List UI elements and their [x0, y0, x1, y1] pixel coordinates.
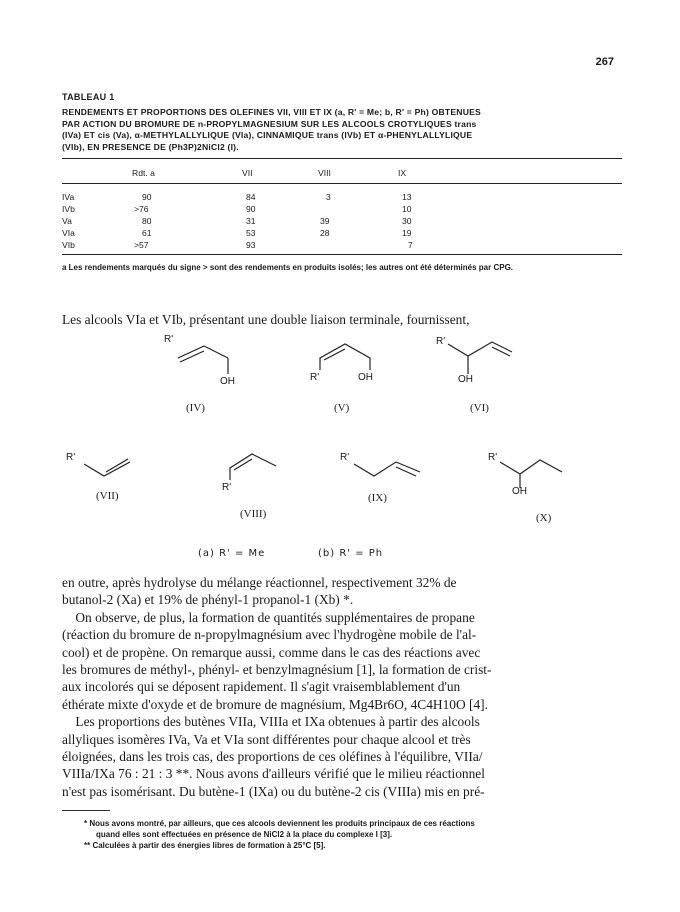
- row-rdt: 80: [142, 216, 152, 226]
- legend-a: (a) R' = Me: [198, 548, 266, 559]
- row-label: VIb: [62, 240, 75, 250]
- body-line: éloignées, dans les trois cas, des proportions de ces oléfines à l'équilibre, VIIa/: [62, 749, 483, 765]
- substituent-r-prime: R': [340, 452, 350, 463]
- structure-label: (VI): [470, 402, 489, 414]
- structure-vii-bonds: [84, 462, 130, 476]
- body-line: éthérate mixte d'oxyde et de bromure de magnésium, Mg4Br6O, 4C4H10O [4].: [62, 696, 488, 712]
- body-line: butanol-2 (Xa) et 19% de phényl-1 propanol-1 (Xb) *.: [62, 592, 354, 608]
- table-footnote: a Les rendements marqués du signe > sont des rendements en produits isolés; les autres ont été déterminés par CPG.: [62, 263, 514, 272]
- row-label: Va: [62, 216, 72, 226]
- row-label: IVa: [62, 192, 75, 202]
- footnote-1-cont: quand elles sont effectuées en présence de NiCl2 à la place du complexe I [3].: [96, 830, 393, 839]
- row-label: IVb: [62, 204, 75, 214]
- body-text: [62, 574, 622, 800]
- substituent-r-prime: R': [488, 452, 498, 463]
- page-number: 267: [595, 56, 614, 68]
- header-vii: VII: [242, 168, 253, 178]
- body-line: allyliques isomères IVa, Va et VIa sont différentes pour chaque alcool et très: [62, 731, 471, 747]
- row-rdt: >57: [134, 240, 149, 250]
- intro-line: Les alcools VIa et VIb, présentant une double liaison terminale, fournissent,: [62, 312, 470, 327]
- hydroxyl-group: OH: [458, 374, 473, 385]
- body-line: cool) et de propène. On remarque aussi, comme dans le cas des réactions avec: [62, 644, 481, 660]
- structure-vi-bonds: [448, 342, 512, 356]
- table-top-rule: [62, 158, 622, 159]
- hydroxyl-group: OH: [358, 372, 373, 383]
- row-vii: 31: [246, 216, 256, 226]
- substituent-r-prime: R': [222, 482, 232, 493]
- structure-diagram: [0, 330, 680, 560]
- caption-line: (IVa) ET cis (Va), α-METHYLALLYLIQUE (VIa), CINNAMIQUE trans (IVb) ET α-PHENYLALLYLIQUE: [62, 130, 473, 140]
- structure-label: (V): [334, 402, 350, 414]
- substituent-r-prime: R': [66, 452, 76, 463]
- caption-line: RENDEMENTS ET PROPORTIONS DES OLEFINES VII, VIII ET IX (a, R' = Me; b, R' = Ph) OBTENUES: [62, 107, 481, 117]
- table-header-rule: [62, 183, 622, 184]
- structure-label: (IV): [186, 402, 205, 414]
- header-ix: IX: [398, 168, 407, 178]
- row-rdt: 90: [142, 192, 152, 202]
- substituent-r-prime: R': [164, 334, 174, 345]
- structure-label: (VII): [96, 490, 119, 502]
- header-viii: VIII: [318, 168, 331, 178]
- footnote-rule: [62, 810, 110, 811]
- hydroxyl-group: OH: [512, 486, 527, 497]
- structure-viii-bonds: [230, 454, 276, 480]
- body-line: n'est pas isomérisant. Du butène-1 (IXa) ou du butène-2 cis (VIIIa) mis en pré-: [62, 783, 485, 799]
- header-rdt: Rdt. a: [132, 168, 155, 178]
- caption-line: PAR ACTION DU BROMURE DE n-PROPYLMAGNESIUM SUR LES ALCOOLS CROTYLIQUES trans: [62, 118, 477, 129]
- structure-label: (X): [536, 512, 552, 524]
- body-line: On observe, de plus, la formation de quantités supplémentaires de propane: [62, 609, 475, 625]
- structure-v-bonds: [320, 344, 370, 370]
- row-ix: 30: [402, 216, 412, 226]
- row-vii: 53: [246, 228, 256, 238]
- body-line: aux incolorés qui se déposent rapidement. Il s'agit vraisemblablement d'un: [62, 679, 461, 695]
- row-viii: 3: [326, 192, 331, 202]
- row-ix: 13: [402, 192, 412, 202]
- body-line: les bromures de méthyl-, phényl- et benzylmagnésium [1], la formation de crist-: [62, 662, 492, 678]
- row-ix: 10: [402, 204, 412, 214]
- legend-b: (b) R' = Ph: [318, 548, 384, 559]
- structure-label: (IX): [368, 492, 387, 504]
- row-rdt: 61: [142, 228, 152, 238]
- caption-line: (VIb), EN PRESENCE DE (Ph3P)2NiCl2 (I).: [62, 141, 239, 152]
- row-vii: 84: [246, 192, 256, 202]
- structure-x-bonds: [500, 460, 562, 474]
- substituent-r-prime: R': [436, 336, 446, 347]
- table-label: TABLEAU 1: [62, 92, 115, 102]
- row-label: VIa: [62, 228, 75, 238]
- row-vii: 93: [246, 240, 256, 250]
- body-line: en outre, après hydrolyse du mélange réactionnel, respectivement 32% de: [62, 575, 457, 590]
- table-bottom-rule: [62, 254, 622, 255]
- row-viii: 39: [320, 216, 330, 226]
- hydroxyl-group: OH: [220, 376, 235, 387]
- row-ix: 19: [402, 228, 412, 238]
- row-vii: 90: [246, 204, 256, 214]
- footnote-2: ** Calculées à partir des énergies libres de formation à 25°C [5].: [84, 841, 326, 850]
- body-line: VIIIa/IXa 76 : 21 : 3 **. Nous avons d'ailleurs vérifié que le milieu réactionnel: [62, 766, 485, 782]
- footnote-1: * Nous avons montré, par ailleurs, que ces alcools deviennent les produits principaux de ces réactions: [84, 819, 475, 828]
- substituent-r-prime: R': [310, 372, 320, 383]
- body-line: (réaction du bromure de n-propylmagnésium avec l'hydrogène mobile de l'al-: [62, 627, 477, 643]
- row-rdt: >76: [134, 204, 149, 214]
- structure-label: (VIII): [240, 508, 267, 520]
- table-caption: [62, 107, 624, 153]
- row-ix: 7: [408, 240, 413, 250]
- body-line: Les proportions des butènes VIIa, VIIIa et IXa obtenues à partir des alcools: [62, 714, 480, 730]
- row-viii: 28: [320, 228, 330, 238]
